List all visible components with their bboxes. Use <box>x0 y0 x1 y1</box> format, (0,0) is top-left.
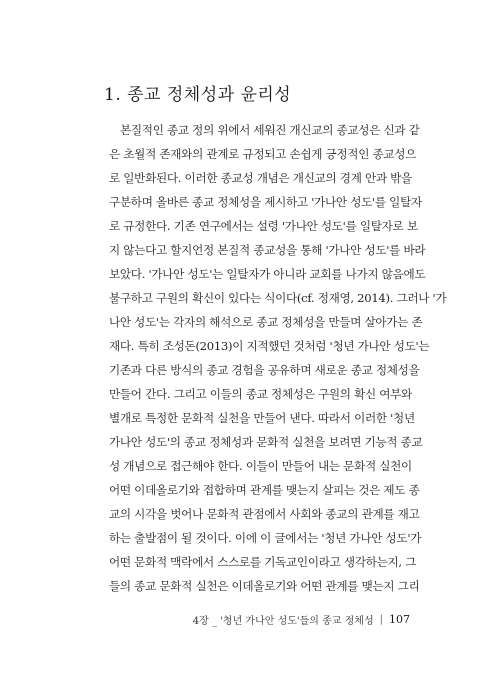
text-line: 불구하고 구원의 확신이 있다는 식이다(cf. 정재영, 2014). 그러나 '가 <box>109 291 447 305</box>
text-line: 구분하며 올바른 종교 정체성을 제시하고 '가나안 성도'를 일탈자 <box>109 195 422 209</box>
text-line: 가나안 성도'의 종교 정체성과 문화적 실천을 보려면 기능적 종교 <box>109 435 423 449</box>
running-head: 4장 _ '청년 가나안 성도'들의 종교 정체성 <box>192 616 374 627</box>
text-line: 별개로 특정한 문화적 실천을 만들어 낸다. 따라서 이러한 '청년 <box>109 411 415 425</box>
section-title: 1. 종교 정체성과 윤리성 <box>104 85 292 105</box>
text-line: 어떤 문화적 맥락에서 스스로를 기독교인이라고 생각하는지, 그 <box>109 555 417 569</box>
footer-separator: | <box>379 614 383 625</box>
text-line: 로 일반화된다. 이러한 종교성 개념은 개신교의 경계 안과 밖을 <box>109 171 412 185</box>
text-line: 하는 출발점이 될 것이다. 이에 이 글에서는 '청년 가나안 성도'가 <box>109 531 422 545</box>
body-paragraph <box>109 118 447 598</box>
text-line: 지 않는다고 할지언정 본질적 종교성을 통해 '가나안 성도'를 바라 <box>109 243 426 257</box>
text-line: 성 개념으로 접근해야 한다. 이들이 만들어 내는 문화적 실천이 <box>109 459 412 473</box>
text-line: 재다. 특히 조성돈(2013)이 지적했던 것처럼 '청년 가나안 성도'는 <box>109 339 430 353</box>
text-line: 들의 종교 문화적 실천은 이데올로기와 어떤 관계를 맺는지 그리 <box>109 579 420 593</box>
text-line: 기존과 다른 방식의 종교 경험을 공유하며 새로운 종교 정체성을 <box>109 363 420 377</box>
page-number: 107 <box>389 613 410 626</box>
text-line: 로 규정한다. 기존 연구에서는 설령 '가나안 성도'를 일탈자로 보 <box>109 219 418 233</box>
text-line: 은 초월적 존재와의 관계로 규정되고 손쉽게 긍정적인 종교성으 <box>109 147 417 161</box>
text-line: 본질적인 종교 정의 위에서 세워진 개신교의 종교성은 신과 같 <box>120 123 420 137</box>
text-line: 보았다. '가나안 성도'는 일탈자가 아니라 교회를 나가지 않음에도 <box>109 267 426 281</box>
text-line: 나안 성도'는 각자의 해석으로 종교 정체성을 만들며 살아가는 존 <box>109 315 423 329</box>
text-line: 만들어 간다. 그리고 이들의 종교 정체성은 구원의 확신 여부와 <box>109 387 412 401</box>
text-line: 어떤 이데올로기와 접합하며 관계를 맺는지 살피는 것은 제도 종 <box>109 483 420 497</box>
page-footer <box>192 612 410 627</box>
text-line: 교의 시각을 벗어나 문화적 관점에서 사회와 종교의 관계를 재고 <box>109 507 420 521</box>
